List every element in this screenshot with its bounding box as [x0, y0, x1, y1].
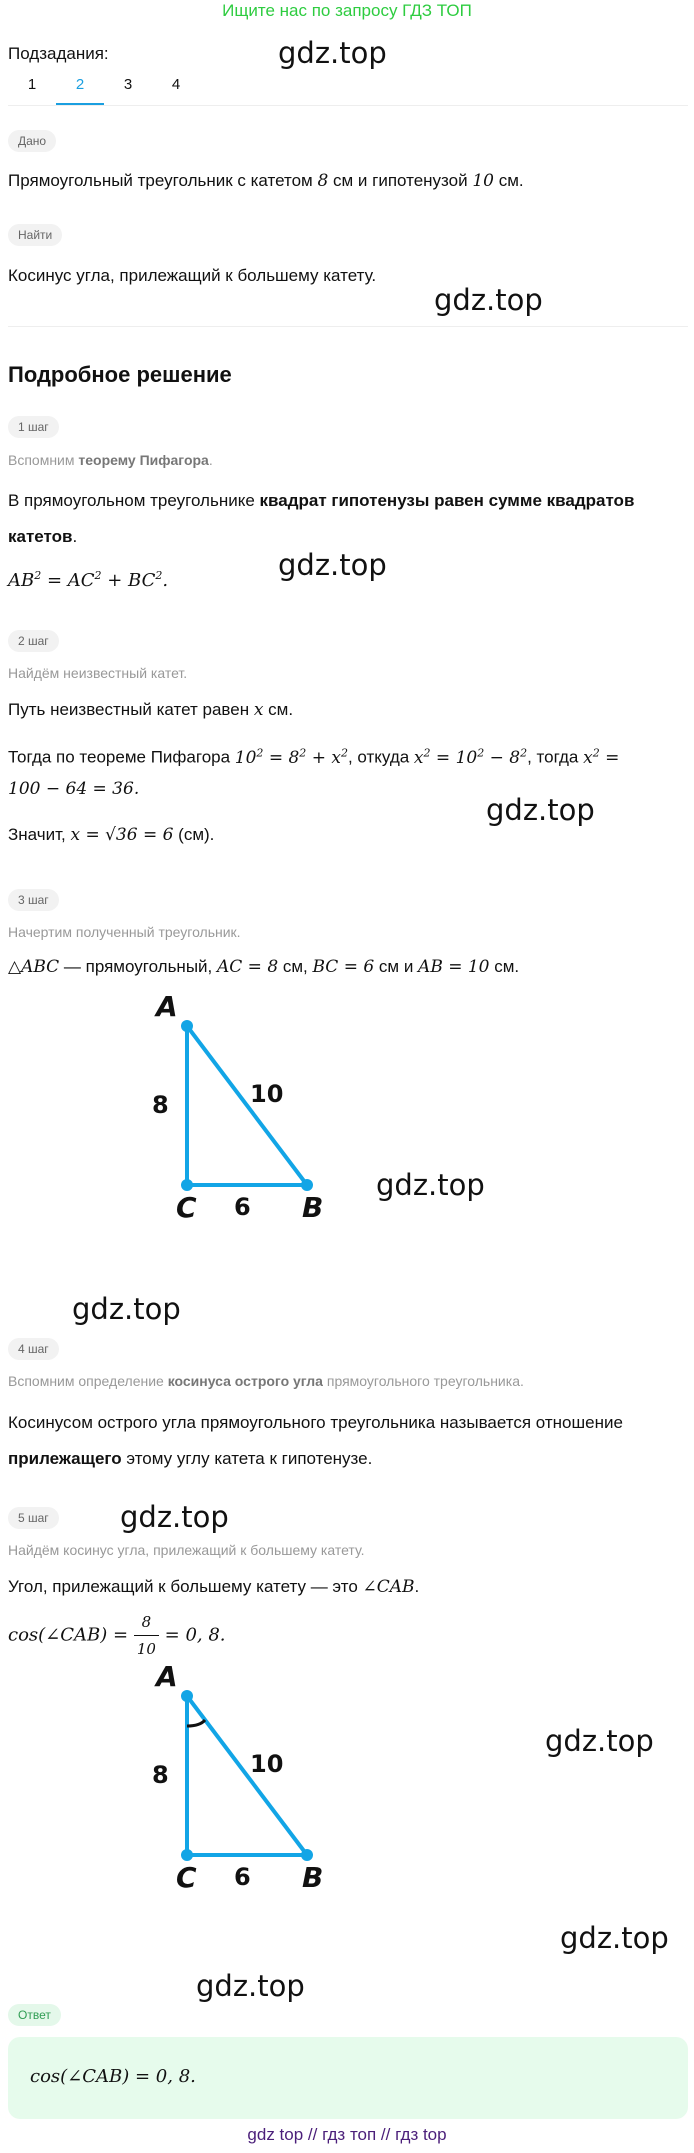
step-2-line-1: Путь неизвестный катет равен x см. — [8, 700, 294, 720]
step-2-line-2: Тогда по теореме Пифагора $10^2 = 8^2 + x^2$, откуда $x^2 = 10^2 - 8^2$, тогда $x^2$ = — [8, 746, 620, 768]
step-5-pill: 5 шаг — [8, 1507, 59, 1529]
label-bc: 6 — [234, 1193, 251, 1221]
step-2-line-3: 100 − 64 = 36. — [8, 779, 140, 799]
vertex-b — [301, 1849, 313, 1861]
step-4-pill: 4 шаг — [8, 1338, 59, 1360]
label-b: B — [302, 1861, 324, 1894]
angle-arc — [187, 1720, 205, 1726]
step-5-hint: Найдём косинус угла, прилежащий к большему катету. — [8, 1542, 365, 1558]
label-ac: 8 — [152, 1761, 169, 1789]
step-3-pill: 3 шаг — [8, 889, 59, 911]
watermark: gdz.top — [278, 548, 387, 582]
label-bc: 6 — [234, 1863, 251, 1891]
step-5-formula: cos(∠CAB) = $\frac{8}{10}$ = 0, 8. — [8, 1609, 226, 1662]
triangle-diagram — [140, 990, 340, 1230]
label-ab: 10 — [250, 1750, 284, 1778]
step-4-text: Косинусом острого угла прямоугольного треугольника называется отношение прилежащего этому углу катета к гипотенузе. — [8, 1413, 623, 1468]
label-ab: 10 — [250, 1080, 284, 1108]
step-4-hint: Вспомним определение косинуса острого угла прямоугольного треугольника. — [8, 1373, 524, 1389]
answer-pill: Ответ — [8, 2004, 61, 2026]
watermark: gdz.top — [434, 283, 543, 317]
find-text: Косинус угла, прилежащий к большему катету. — [8, 266, 377, 285]
label-b: B — [302, 1191, 324, 1224]
step-1-hint: Вспомним теорему Пифагора. — [8, 452, 213, 468]
side-ab — [187, 1696, 307, 1855]
watermark: gdz.top — [72, 1292, 181, 1326]
watermark: gdz.top — [486, 793, 595, 827]
watermark: gdz.top — [545, 1724, 654, 1758]
search-banner[interactable]: Ищите нас по запросу ГДЗ ТОП — [222, 1, 472, 20]
find-pill: Найти — [8, 224, 62, 246]
tab-2[interactable]: 2 — [56, 74, 104, 105]
subtasks-label: Подзадания: — [8, 44, 109, 63]
tab-1[interactable]: 1 — [27, 76, 37, 93]
label-a: A — [156, 990, 178, 1023]
step-2-line-4: Значит, x = √36 = 6 (см). — [8, 825, 215, 845]
tabs-divider — [8, 105, 688, 106]
step-3-hint: Начертим полученный треугольник. — [8, 924, 241, 940]
watermark: gdz.top — [120, 1500, 229, 1534]
vertex-a — [181, 1690, 193, 1702]
solution-title: Подробное решение — [8, 362, 232, 387]
step-3-text: △ABC — прямоугольный, AC = 8 см, BC = 6 см и AB = 10 см. — [8, 957, 520, 977]
divider — [8, 326, 688, 327]
step-1-pill: 1 шаг — [8, 416, 59, 438]
watermark: gdz.top — [278, 36, 387, 70]
step-2-pill: 2 шаг — [8, 630, 59, 652]
subtask-tabs — [8, 74, 200, 105]
label-a: A — [156, 1660, 178, 1693]
watermark: gdz.top — [196, 1969, 305, 2003]
side-ab — [187, 1026, 307, 1185]
vertex-c — [181, 1179, 193, 1191]
label-c: C — [176, 1191, 197, 1224]
given-text: Прямоугольный треугольник с катетом 8 см и гипотенузой 10 см. — [8, 171, 524, 191]
vertex-c — [181, 1849, 193, 1861]
watermark: gdz.top — [560, 1921, 669, 1955]
vertex-a — [181, 1020, 193, 1032]
label-ac: 8 — [152, 1091, 169, 1119]
tab-3[interactable]: 3 — [123, 76, 133, 93]
label-c: C — [176, 1861, 197, 1894]
step-2-hint: Найдём неизвестный катет. — [8, 665, 188, 681]
given-pill: Дано — [8, 130, 56, 152]
triangle-diagram-angle — [140, 1660, 340, 1900]
step-5-text: Угол, прилежащий к большему катету — это ∠CAB. — [8, 1577, 420, 1597]
answer-formula: cos(∠CAB) = 0, 8. — [30, 2066, 196, 2087]
step-1-formula: $AB^2 = AC^2 + BC^2$. — [8, 569, 169, 591]
watermark: gdz.top — [376, 1168, 485, 1202]
tab-4[interactable]: 4 — [171, 76, 181, 93]
step-1-text: В прямоугольном треугольнике квадрат гипотенузы равен сумме квадратов катетов. — [8, 491, 635, 546]
footer-links[interactable]: gdz top // гдз топ // гдз top — [247, 2125, 447, 2144]
vertex-b — [301, 1179, 313, 1191]
